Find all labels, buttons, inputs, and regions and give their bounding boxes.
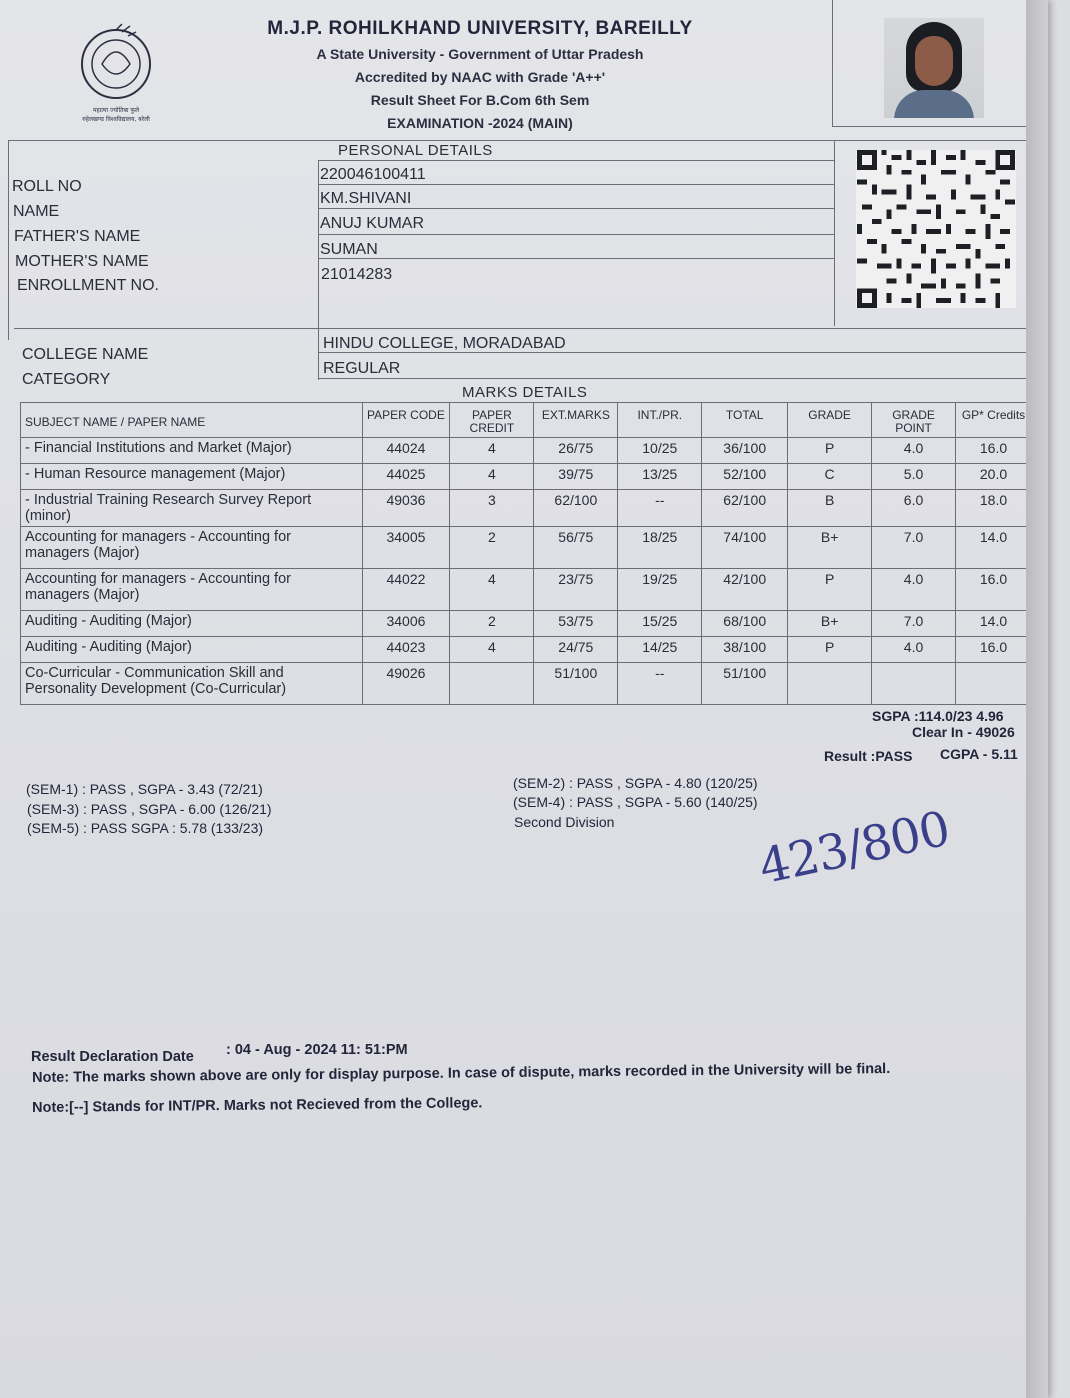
col-gp-credits: GP* Credits — [956, 403, 1032, 438]
col-grade-point: GRADE POINT — [872, 403, 956, 438]
sem5-result: (SEM-5) : PASS SGPA : 5.78 (133/23) — [27, 820, 264, 836]
declaration-date: : 04 - Aug - 2024 11: 51:PM — [226, 1042, 408, 1058]
enrollment-label: ENROLLMENT NO. — [17, 277, 159, 294]
total-marks: 38/100 — [702, 637, 788, 663]
result-status: Result :PASS — [824, 748, 913, 764]
cgpa: CGPA - 5.11 — [940, 746, 1018, 762]
paper-credit: 4 — [450, 438, 534, 464]
grade-point — [872, 663, 956, 705]
col-grade: GRADE — [788, 403, 872, 438]
paper-code: 49036 — [362, 490, 450, 527]
paper-code: 44023 — [362, 637, 450, 663]
table-row — [21, 569, 1032, 611]
paper-credit: 4 — [450, 637, 534, 663]
subject-name: Auditing - Auditing (Major) — [21, 611, 363, 637]
subject-name: Accounting for managers - Accounting for managers (Major) — [21, 569, 363, 611]
sgpa-summary: SGPA :114.0/23 4.96 — [872, 708, 1004, 724]
int-marks: 18/25 — [618, 527, 702, 569]
sem1-result: (SEM-1) : PASS , SGPA - 3.43 (72/21) — [26, 781, 263, 797]
subject-name: Accounting for managers - Accounting for managers (Major) — [21, 527, 363, 569]
sem2-result: (SEM-2) : PASS , SGPA - 4.80 (120/25) — [513, 775, 758, 791]
table-row — [21, 527, 1032, 569]
name-label: NAME — [13, 203, 60, 220]
grade: C — [788, 464, 872, 490]
paper-credit: 2 — [450, 611, 534, 637]
university-logo — [62, 22, 170, 126]
clear-in: Clear In - 49026 — [912, 724, 1015, 740]
gp-credits: 20.0 — [956, 464, 1032, 490]
paper-code: 34005 — [362, 527, 450, 569]
ext-marks: 23/75 — [534, 569, 618, 611]
int-marks: -- — [618, 663, 702, 705]
university-name: M.J.P. ROHILKHAND UNIVERSITY, BAREILLY — [267, 18, 693, 39]
col-paper-code: PAPER CODE — [362, 403, 450, 438]
paper-code: 44025 — [362, 464, 450, 490]
ext-marks: 26/75 — [534, 438, 618, 464]
name-value: KM.SHIVANI — [320, 190, 412, 207]
total-marks: 36/100 — [702, 438, 788, 464]
marks-table — [20, 402, 1032, 705]
grade: P — [788, 637, 872, 663]
college-value: HINDU COLLEGE, MORADABAD — [323, 335, 566, 352]
university-status: A State University - Government of Uttar Pradesh — [316, 46, 644, 62]
subject-name: Auditing - Auditing (Major) — [21, 637, 363, 663]
paper-credit: 2 — [450, 527, 534, 569]
grade-point: 4.0 — [872, 637, 956, 663]
ext-marks: 39/75 — [534, 464, 618, 490]
col-subject: SUBJECT NAME / PAPER NAME — [21, 403, 363, 438]
int-marks: 19/25 — [618, 569, 702, 611]
col-ext-marks: EXT.MARKS — [534, 403, 618, 438]
gp-credits: 14.0 — [956, 611, 1032, 637]
int-marks: 10/25 — [618, 438, 702, 464]
gp-credits: 16.0 — [956, 637, 1032, 663]
paper-credit — [450, 663, 534, 705]
accreditation: Accredited by NAAC with Grade 'A++' — [354, 69, 606, 85]
sem4-result: (SEM-4) : PASS , SGPA - 5.60 (140/25) — [513, 794, 758, 810]
paper-code: 44024 — [362, 438, 450, 464]
grade: B+ — [788, 527, 872, 569]
roll-value: 220046100411 — [320, 166, 426, 183]
college-label: COLLEGE NAME — [22, 346, 149, 363]
grade-point: 4.0 — [872, 569, 956, 611]
total-marks: 68/100 — [702, 611, 788, 637]
paper-code: 44022 — [362, 569, 450, 611]
exam-title: EXAMINATION -2024 (MAIN) — [387, 115, 573, 131]
total-marks: 74/100 — [702, 527, 788, 569]
table-row — [21, 611, 1032, 637]
grade: B+ — [788, 611, 872, 637]
ext-marks: 56/75 — [534, 527, 618, 569]
col-paper-credit: PAPER CREDIT — [450, 403, 534, 438]
paper-credit: 4 — [450, 569, 534, 611]
table-row — [21, 490, 1032, 527]
subject-name: - Financial Institutions and Market (Major) — [21, 438, 363, 464]
paper-edge — [1026, 0, 1048, 1398]
ext-marks: 53/75 — [534, 611, 618, 637]
category-value: REGULAR — [323, 360, 401, 377]
division: Second Division — [514, 814, 615, 830]
ext-marks: 62/100 — [534, 490, 618, 527]
grade-point: 7.0 — [872, 611, 956, 637]
table-row — [21, 663, 1032, 705]
subject-name: - Human Resource management (Major) — [21, 464, 363, 490]
gp-credits — [956, 663, 1032, 705]
mother-value: SUMAN — [320, 241, 378, 258]
total-marks: 52/100 — [702, 464, 788, 490]
col-int-pr: INT./PR. — [618, 403, 702, 438]
paper-code: 49026 — [362, 663, 450, 705]
grade-point: 6.0 — [872, 490, 956, 527]
grade — [788, 663, 872, 705]
total-marks: 62/100 — [702, 490, 788, 527]
grade: P — [788, 569, 872, 611]
col-total: TOTAL — [702, 403, 788, 438]
sheet-header — [220, 14, 740, 131]
int-marks: 15/25 — [618, 611, 702, 637]
student-photo — [884, 18, 984, 118]
int-marks: -- — [618, 490, 702, 527]
svg-text:रुहेलखण्ड विश्वविद्यालय, बरेली: रुहेलखण्ड विश्वविद्यालय, बरेली — [82, 116, 150, 123]
grade-point: 5.0 — [872, 464, 956, 490]
total-marks: 42/100 — [702, 569, 788, 611]
table-row — [21, 438, 1032, 464]
paper-code: 34006 — [362, 611, 450, 637]
ext-marks: 51/100 — [534, 663, 618, 705]
father-value: ANUJ KUMAR — [320, 215, 425, 232]
paper-credit: 3 — [450, 490, 534, 527]
gp-credits: 16.0 — [956, 569, 1032, 611]
note-int-pr: Note:[--] Stands for INT/PR. Marks not Recieved from the College. — [32, 1095, 483, 1116]
gp-credits: 18.0 — [956, 490, 1032, 527]
declaration-label: Result Declaration Date — [31, 1049, 194, 1065]
total-marks: 51/100 — [702, 663, 788, 705]
sheet-title: Result Sheet For B.Com 6th Sem — [370, 92, 590, 108]
gp-credits: 14.0 — [956, 527, 1032, 569]
grade: B — [788, 490, 872, 527]
svg-text:महात्मा ज्योतिबा फुले: महात्मा ज्योतिबा फुले — [92, 107, 140, 114]
personal-details-title: PERSONAL DETAILS — [338, 142, 493, 159]
ext-marks: 24/75 — [534, 637, 618, 663]
int-marks: 13/25 — [618, 464, 702, 490]
mother-label: MOTHER'S NAME — [15, 253, 149, 270]
marks-details-title: MARKS DETAILS — [462, 384, 588, 401]
father-label: FATHER'S NAME — [14, 228, 141, 245]
gp-credits: 16.0 — [956, 438, 1032, 464]
int-marks: 14/25 — [618, 637, 702, 663]
table-row — [21, 637, 1032, 663]
grade: P — [788, 438, 872, 464]
table-row — [21, 464, 1032, 490]
grade-point: 7.0 — [872, 527, 956, 569]
subject-name: - Industrial Training Research Survey Report (minor) — [21, 490, 363, 527]
enrollment-value: 21014283 — [321, 266, 393, 283]
handwritten-total: 423/800 — [754, 800, 955, 896]
category-label: CATEGORY — [22, 371, 111, 388]
sem3-result: (SEM-3) : PASS , SGPA - 6.00 (126/21) — [27, 801, 272, 817]
subject-name: Co-Curricular - Communication Skill and Personality Development (Co-Curricular) — [21, 663, 363, 705]
qr-code — [856, 150, 1016, 308]
paper-credit: 4 — [450, 464, 534, 490]
note-display: Note: The marks shown above are only for display purpose. In case of dispute, marks recorded in the University will be final. — [32, 1061, 891, 1086]
roll-label: ROLL NO — [12, 178, 82, 195]
grade-point: 4.0 — [872, 438, 956, 464]
